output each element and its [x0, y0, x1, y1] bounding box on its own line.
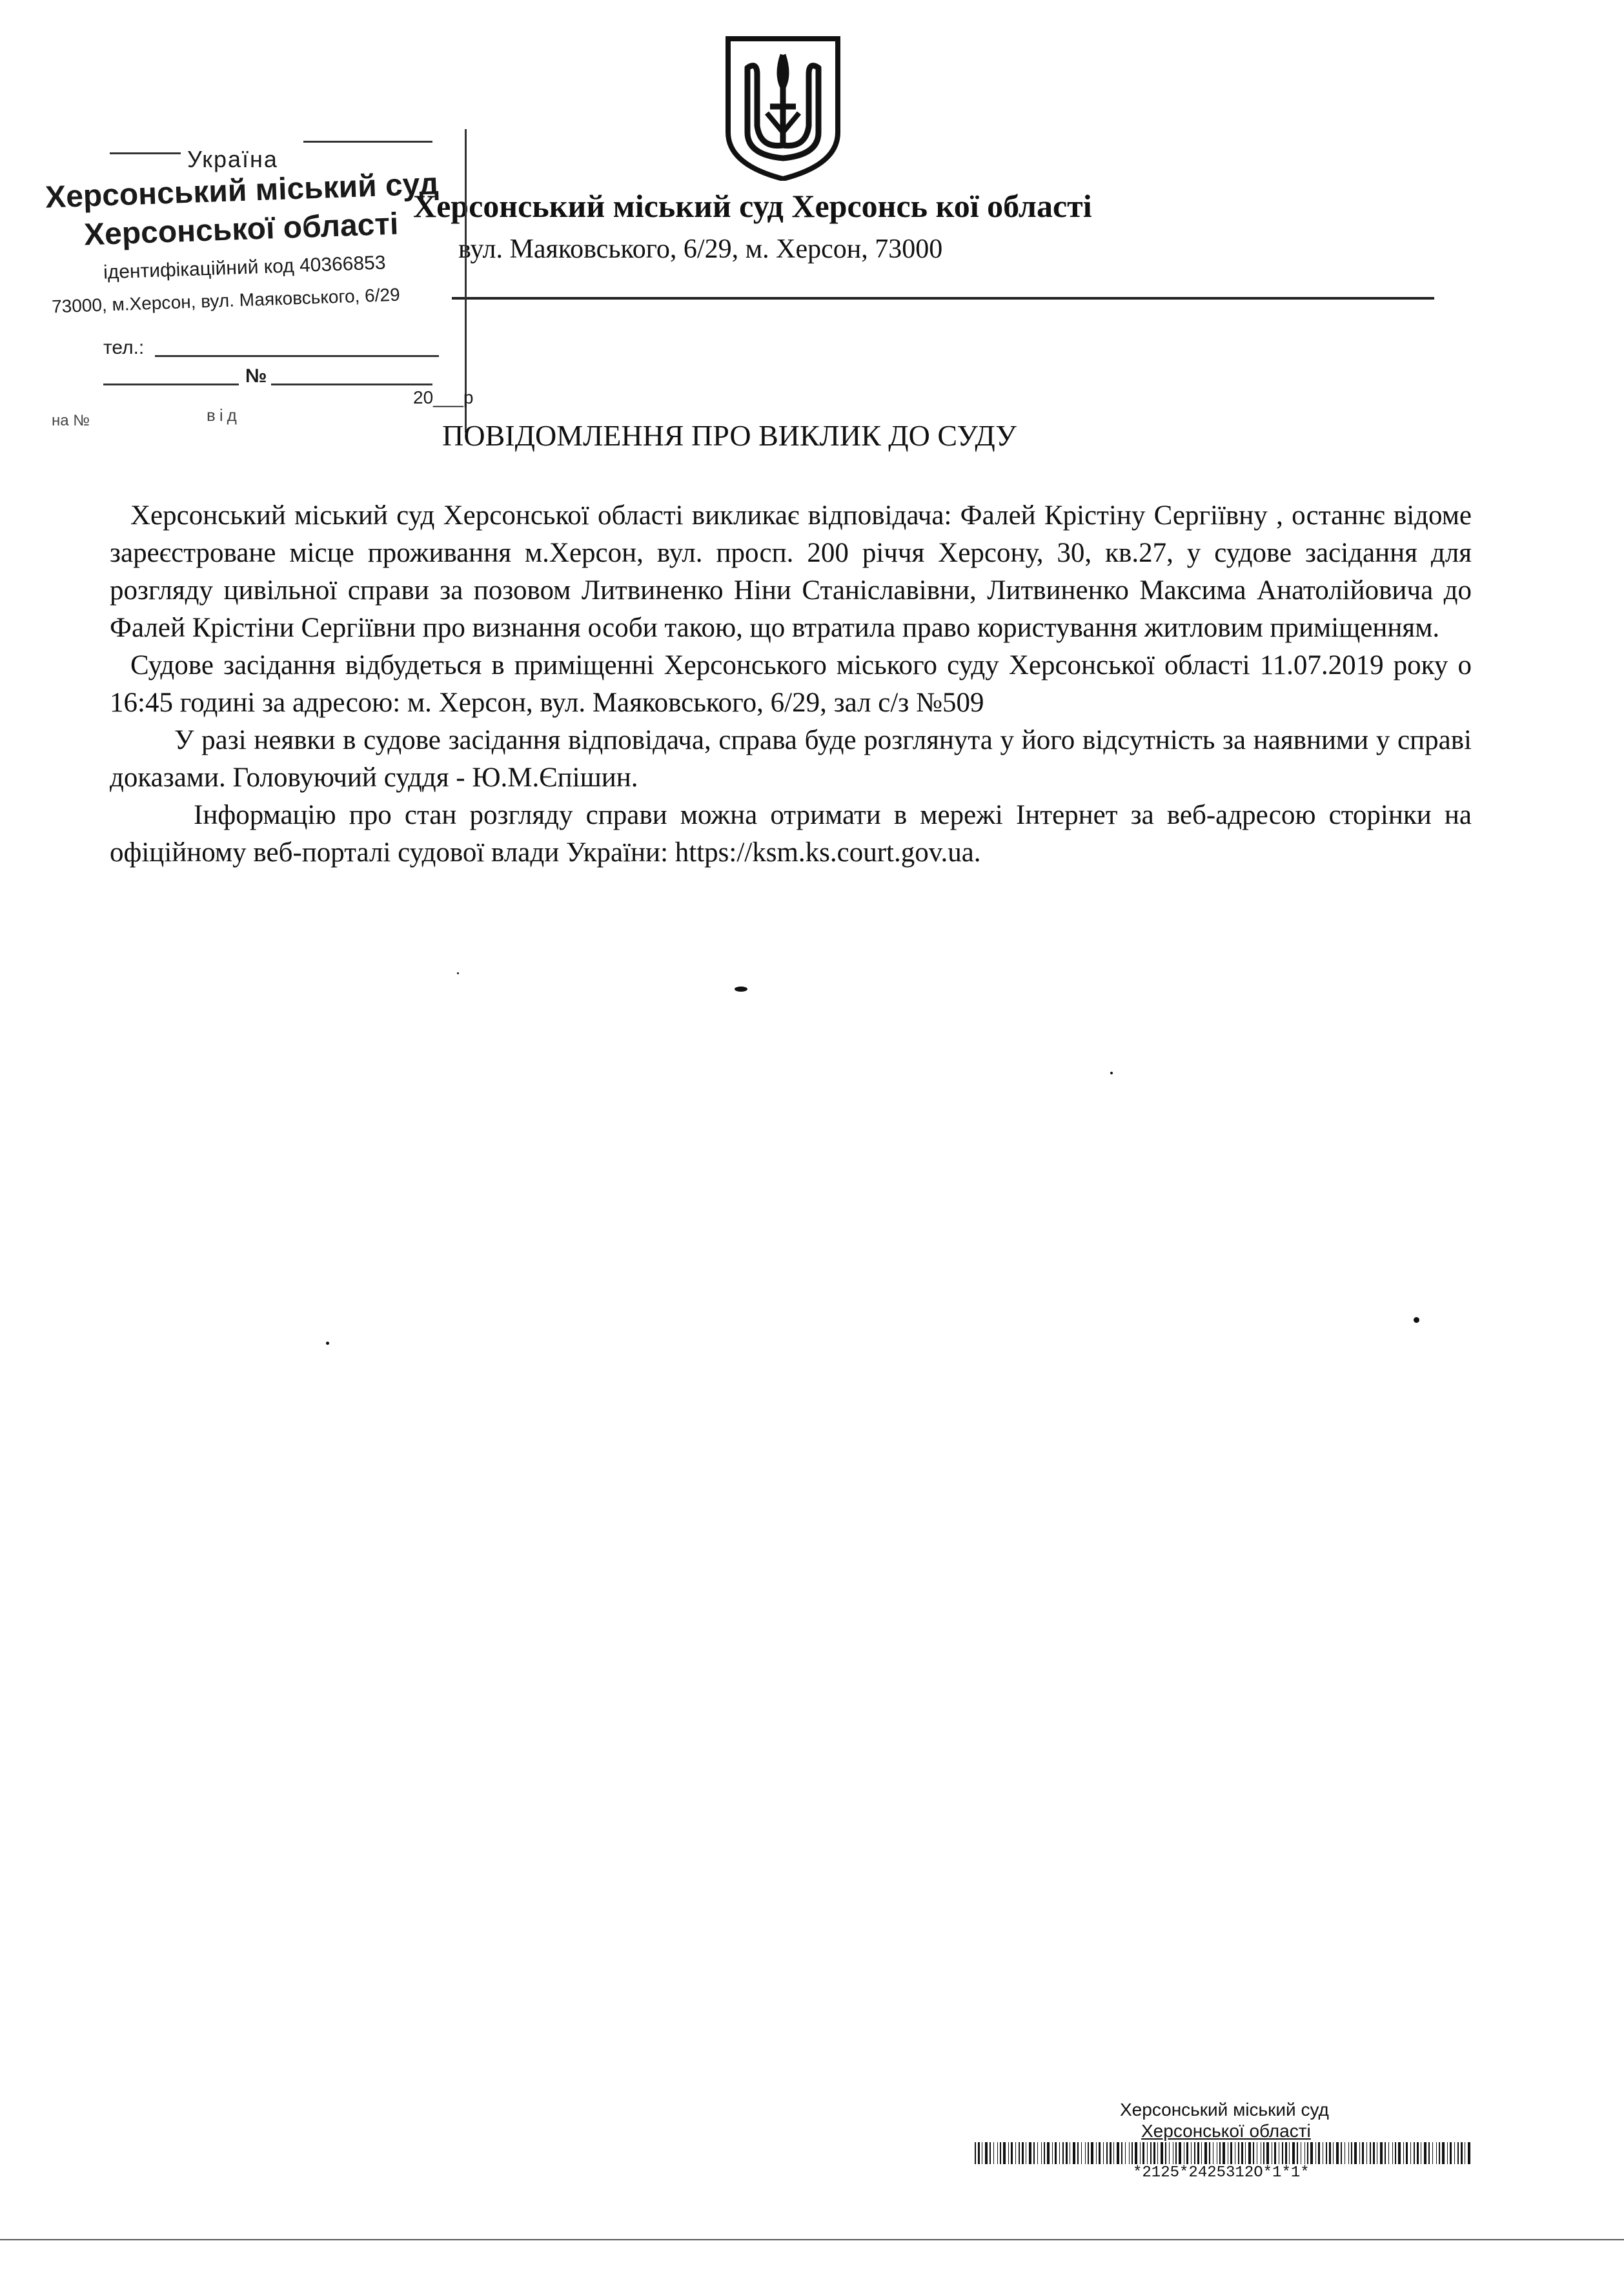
coat-of-arms-icon — [722, 36, 844, 181]
barcode-text: *2125*2425312О*1*1* — [1133, 2164, 1310, 2182]
scan-speck — [1414, 1317, 1419, 1323]
document-title: ПОВІДОМЛЕННЯ ПРО ВИКЛИК ДО СУДУ — [442, 419, 1017, 452]
stamp-country: Україна — [187, 146, 278, 172]
scan-speck — [1110, 1072, 1113, 1074]
stamp-court-line1: Херсонський міський суд — [45, 167, 440, 215]
bottom-divider — [0, 2239, 1624, 2240]
paragraph-summons: Херсонський міський суд Херсонської області викликає відповідача: Фалей Крістіну Сергіївну , останнє відоме зареєстроване місце проживання м.Херсон, вул. просп. 200 річчя Херсону, 30, кв.27, у судове засідання для розгляду цивільної справи за позовом Литвиненко Ніни Станіславівни, Литвиненко Максима Анатолійовича до Фалей Крістіни Сергіївни про визнання особи такою, що втратила право користування житловим приміщенням. — [110, 500, 1472, 643]
scan-speck — [457, 972, 459, 974]
stamp-tel-label: тел.: — [103, 337, 145, 358]
court-address: вул. Маяковського, 6/29, м. Херсон, 73000 — [458, 234, 943, 264]
paragraph-info: Інформацію про стан розгляду справи можна отримати в мережі Інтернет за веб-адресою сторінки на офіційному веб-порталі судової влади України: https://ksm.ks.court.gov.ua. — [110, 800, 1472, 868]
court-title: Херсонський міський суд Херсонсь кої області — [413, 188, 1092, 224]
footer-court-line1: Херсонський міський суд — [1120, 2100, 1329, 2120]
stamp-court-line2: Херсонської області — [83, 207, 400, 252]
footer-court-line2: Херсонської області — [1141, 2121, 1311, 2141]
stamp-id-code: ідентифікаційний код 40366853 — [103, 252, 387, 283]
scan-speck — [326, 1342, 329, 1345]
paragraph-absence: У разі неявки в судове засідання відповідача, справа буде розглянута у його відсутність за наявними у справі доказами. Головуючий суддя - Ю.М.Єпішин. — [110, 725, 1472, 793]
document-body — [110, 497, 1472, 872]
header-divider — [452, 297, 1434, 300]
scan-speck — [735, 987, 747, 992]
stamp-address: 73000, м.Херсон, вул. Маяковського, 6/29 — [51, 284, 401, 317]
stamp-incoming-label: на № — [52, 412, 90, 429]
paragraph-hearing: Судове засідання відбудеться в приміщенні Херсонського міського суду Херсонської області 11.07.2019 року о 16:45 годині за адресою: м. Херсон, вул. Маяковського, 6/29, зал с/з №509 — [110, 650, 1472, 718]
stamp-blurred-text: від — [207, 405, 241, 425]
stamp-year-label: 20___р — [413, 387, 474, 407]
barcode-icon — [975, 2142, 1472, 2164]
stamp-number-label: № — [245, 365, 267, 387]
registration-stamp — [26, 129, 491, 433]
